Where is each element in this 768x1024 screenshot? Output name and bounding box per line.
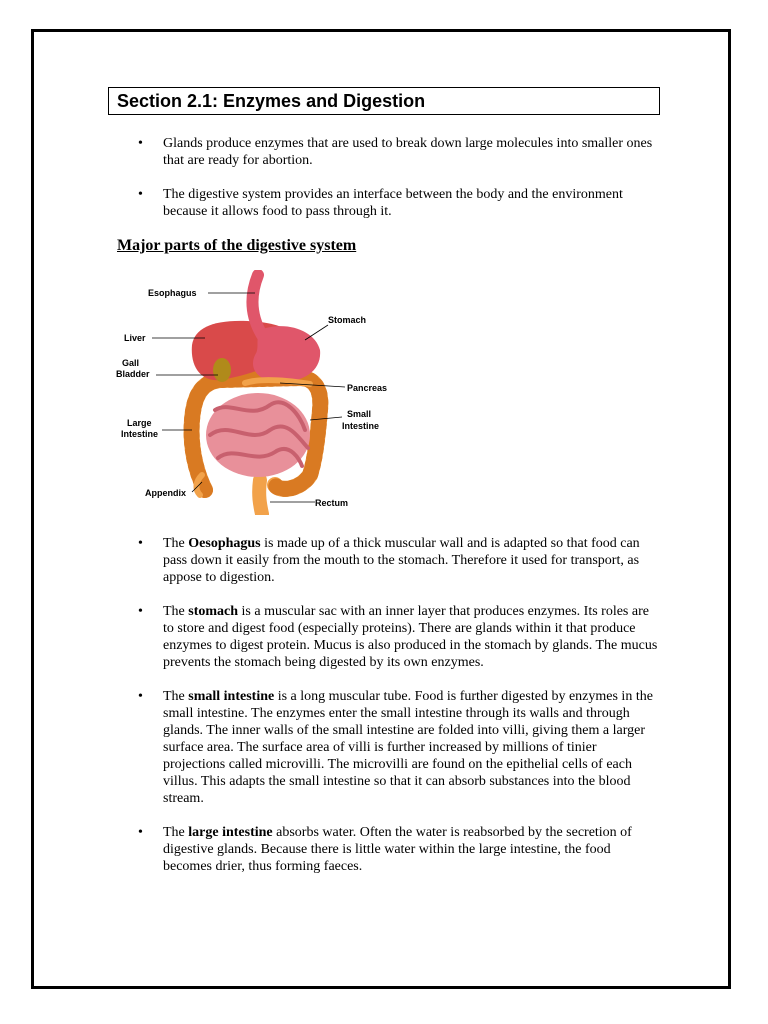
organ-description-item bbox=[138, 535, 658, 586]
organ-name: large intestine bbox=[188, 825, 273, 840]
item-prefix: The bbox=[163, 604, 189, 619]
label-stomach: Stomach bbox=[328, 315, 367, 325]
intro-bullet: • The digestive system provides an interface between the body and the environment because it allows food to pass through it. bbox=[138, 186, 658, 220]
intro-bullet: • Glands produce enzymes that are used to break down large molecules into smaller ones that are ready for abortion. bbox=[138, 135, 658, 169]
item-text: absorbs water. Often the water is reabsorbed by the secretion of digestive glands. Because there is little water within the large intestine, the food becomes drier, thus forming faeces. bbox=[163, 825, 632, 874]
label-gall-bladder-line2: Bladder bbox=[116, 369, 150, 379]
item-text: is a muscular sac with an inner layer that produces enzymes. Its roles are to store and digest food (especially proteins). There are glands within it that produce enzymes to digest protein. Mucus is also produced in the stomach by glands. The mucus prevents the stomach being digested by its own enzymes. bbox=[163, 604, 658, 670]
organ-description-list bbox=[138, 535, 658, 892]
organ-description-item bbox=[138, 688, 658, 807]
label-esophagus: Esophagus bbox=[148, 288, 197, 298]
label-small-intestine-line1: Small bbox=[347, 409, 372, 419]
label-appendix: Appendix bbox=[145, 488, 187, 498]
label-large-intestine-line2: Intestine bbox=[121, 429, 159, 439]
organ-name: small intestine bbox=[188, 689, 275, 704]
organ-description-item bbox=[138, 603, 658, 671]
organ-name: stomach bbox=[188, 604, 239, 619]
item-text: is a long muscular tube. Food is further digested by enzymes in the small intestine. The enzymes enter the small intestine through its walls and through glands. The inner walls of the small intestine are folded into villi, giving them a larger surface area. The surface area of villi is further increased by millions of tinier projections called microvilli. The microvilli are found on the epithelial cells of each villus. This adapts the small intestine so that it can absorb substances into the blood stream. bbox=[163, 689, 653, 806]
label-large-intestine-line1: Large bbox=[127, 418, 152, 428]
small-intestine-shape bbox=[206, 393, 310, 477]
label-gall-bladder-line1: Gall bbox=[122, 358, 140, 368]
esophagus-shape bbox=[252, 275, 262, 335]
intro-bullet-list bbox=[138, 135, 658, 237]
digestive-system-diagram bbox=[110, 270, 400, 515]
item-prefix: The bbox=[163, 536, 189, 551]
item-prefix: The bbox=[163, 689, 189, 704]
label-rectum: Rectum bbox=[315, 498, 349, 508]
label-liver: Liver bbox=[124, 333, 146, 343]
organ-name: Oesophagus bbox=[188, 536, 261, 551]
section-title: Section 2.1: Enzymes and Digestion bbox=[108, 87, 660, 115]
rectum-shape bbox=[259, 480, 262, 514]
section-subheading: Major parts of the digestive system bbox=[117, 237, 357, 254]
item-text: is made up of a thick muscular wall and is adapted so that food can pass down it easily from the mouth to the stomach. Therefore it used for transport, as appose to digestion. bbox=[163, 536, 640, 585]
label-pancreas: Pancreas bbox=[347, 383, 388, 393]
gall-bladder-shape bbox=[213, 358, 231, 382]
label-small-intestine-line2: Intestine bbox=[342, 421, 380, 431]
organ-description-item bbox=[138, 824, 658, 875]
item-prefix: The bbox=[163, 825, 189, 840]
